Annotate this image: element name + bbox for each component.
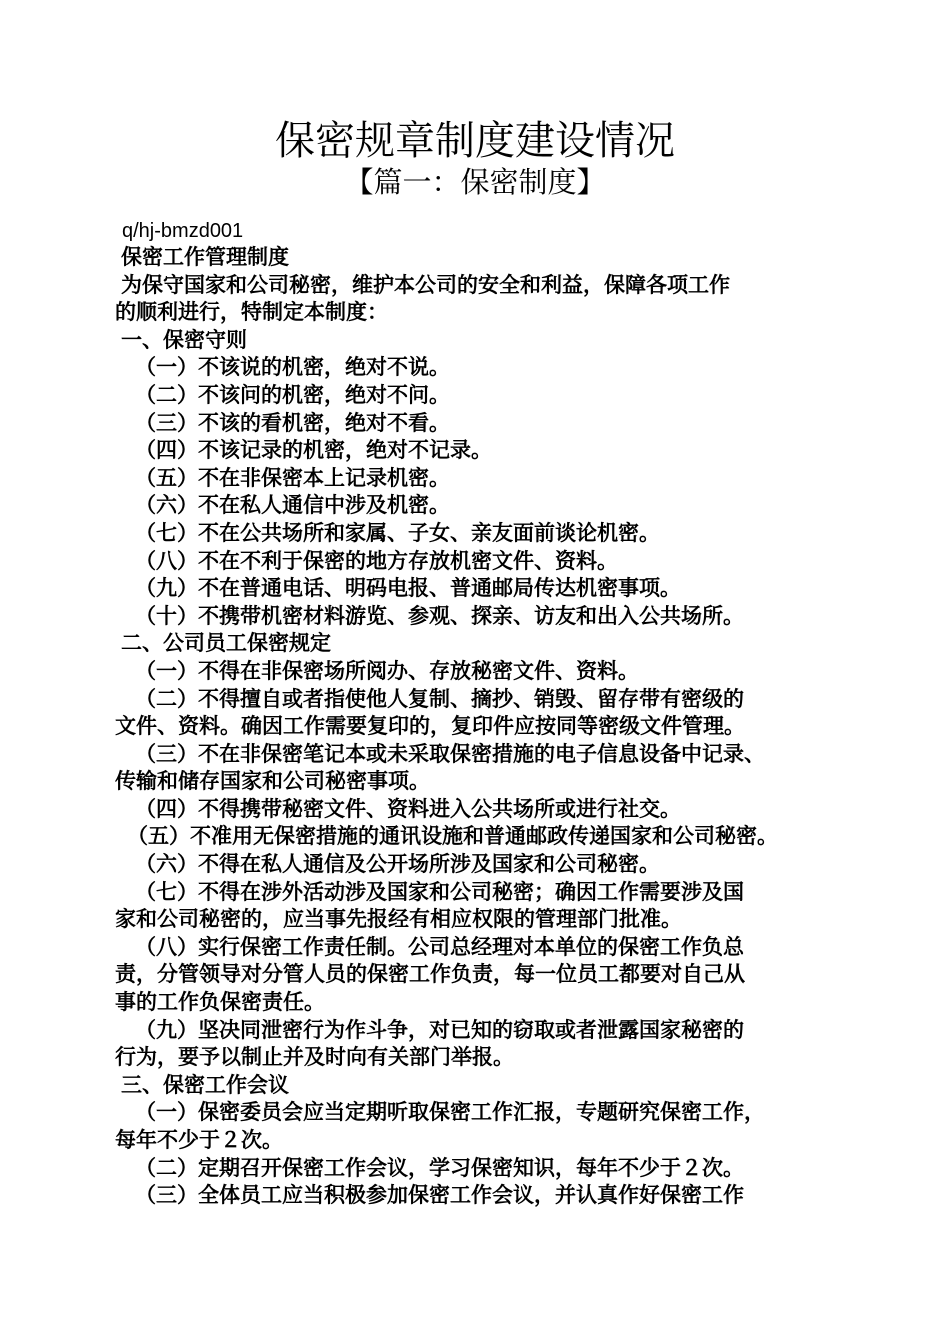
list-item-continuation: 传输和储存国家和公司秘密事项。 xyxy=(115,769,430,794)
list-item: （三）不该的看机密，绝对不看。 xyxy=(135,410,450,435)
list-item: （二）不该问的机密，绝对不问。 xyxy=(135,382,450,407)
list-item: （八）不在不利于保密的地方存放机密文件、资料。 xyxy=(135,548,618,573)
list-item: （三）全体员工应当积极参加保密工作会议，并认真作好保密工作 xyxy=(135,1183,744,1208)
list-item-continuation: 责，分管领导对分管人员的保密工作负责，每一位员工都要对自己从 xyxy=(115,962,745,987)
list-item-continuation: 文件、资料。确因工作需要复印的，复印件应按同等密级文件管理。 xyxy=(115,714,745,739)
list-item: （五）不准用无保密措施的通讯设施和普通邮政传递国家和公司秘密。 xyxy=(127,824,778,849)
list-item-continuation: 家和公司秘密的，应当事先报经有相应权限的管理部门批准。 xyxy=(115,907,682,932)
list-item-continuation: 事的工作负保密责任。 xyxy=(115,990,325,1015)
document-title: 保密规章制度建设情况 xyxy=(275,118,675,164)
section-heading: 一、保密守则 xyxy=(121,327,247,352)
document-code: q/hj-bmzd001 xyxy=(122,220,244,242)
list-item: （一）不该说的机密，绝对不说。 xyxy=(135,355,450,380)
document-body xyxy=(115,244,850,1210)
list-item: （九）坚决同泄密行为作斗争，对已知的窃取或者泄露国家秘密的 xyxy=(135,1017,744,1042)
list-item: （二）定期召开保密工作会议，学习保密知识，每年不少于２次。 xyxy=(135,1155,744,1180)
section-heading: 二、公司员工保密规定 xyxy=(121,631,331,656)
document-subtitle: 【篇一：保密制度】 xyxy=(344,165,606,199)
list-item: （七）不得在涉外活动涉及国家和公司秘密；确因工作需要涉及国 xyxy=(135,879,744,904)
paragraph-line: 为保守国家和公司秘密，维护本公司的安全和利益，保障各项工作 xyxy=(121,272,730,297)
list-item: （二）不得擅自或者指使他人复制、摘抄、销毁、留存带有密级的 xyxy=(135,686,744,711)
list-item: （一）保密委员会应当定期听取保密工作汇报，专题研究保密工作， xyxy=(135,1100,765,1125)
list-item: （五）不在非保密本上记录机密。 xyxy=(135,465,450,490)
section-heading: 保密工作管理制度 xyxy=(121,245,289,269)
list-item: （六）不在私人通信中涉及机密。 xyxy=(135,493,450,518)
list-item-continuation: 每年不少于２次。 xyxy=(115,1128,283,1152)
list-item: （四）不得携带秘密文件、资料进入公共场所或进行社交。 xyxy=(135,796,681,821)
list-item: （八）实行保密工作责任制。公司总经理对本单位的保密工作负总 xyxy=(135,934,744,959)
list-item: （十）不携带机密材料游览、参观、探亲、访友和出入公共场所。 xyxy=(135,603,744,628)
list-item: （四）不该记录的机密，绝对不记录。 xyxy=(135,438,492,463)
list-item-continuation: 行为，要予以制止并及时向有关部门举报。 xyxy=(115,1045,514,1070)
section-heading: 三、保密工作会议 xyxy=(121,1072,289,1097)
paragraph-line: 的顺利进行，特制定本制度： xyxy=(115,300,388,325)
list-item: （九）不在普通电话、明码电报、普通邮局传达机密事项。 xyxy=(135,576,681,601)
list-item: （七）不在公共场所和家属、子女、亲友面前谈论机密。 xyxy=(135,520,660,545)
list-item: （六）不得在私人通信及公开场所涉及国家和公司秘密。 xyxy=(135,852,660,877)
list-item: （三）不在非保密笔记本或未采取保密措施的电子信息设备中记录、 xyxy=(135,741,765,766)
list-item: （一）不得在非保密场所阅办、存放秘密文件、资料。 xyxy=(135,658,639,683)
